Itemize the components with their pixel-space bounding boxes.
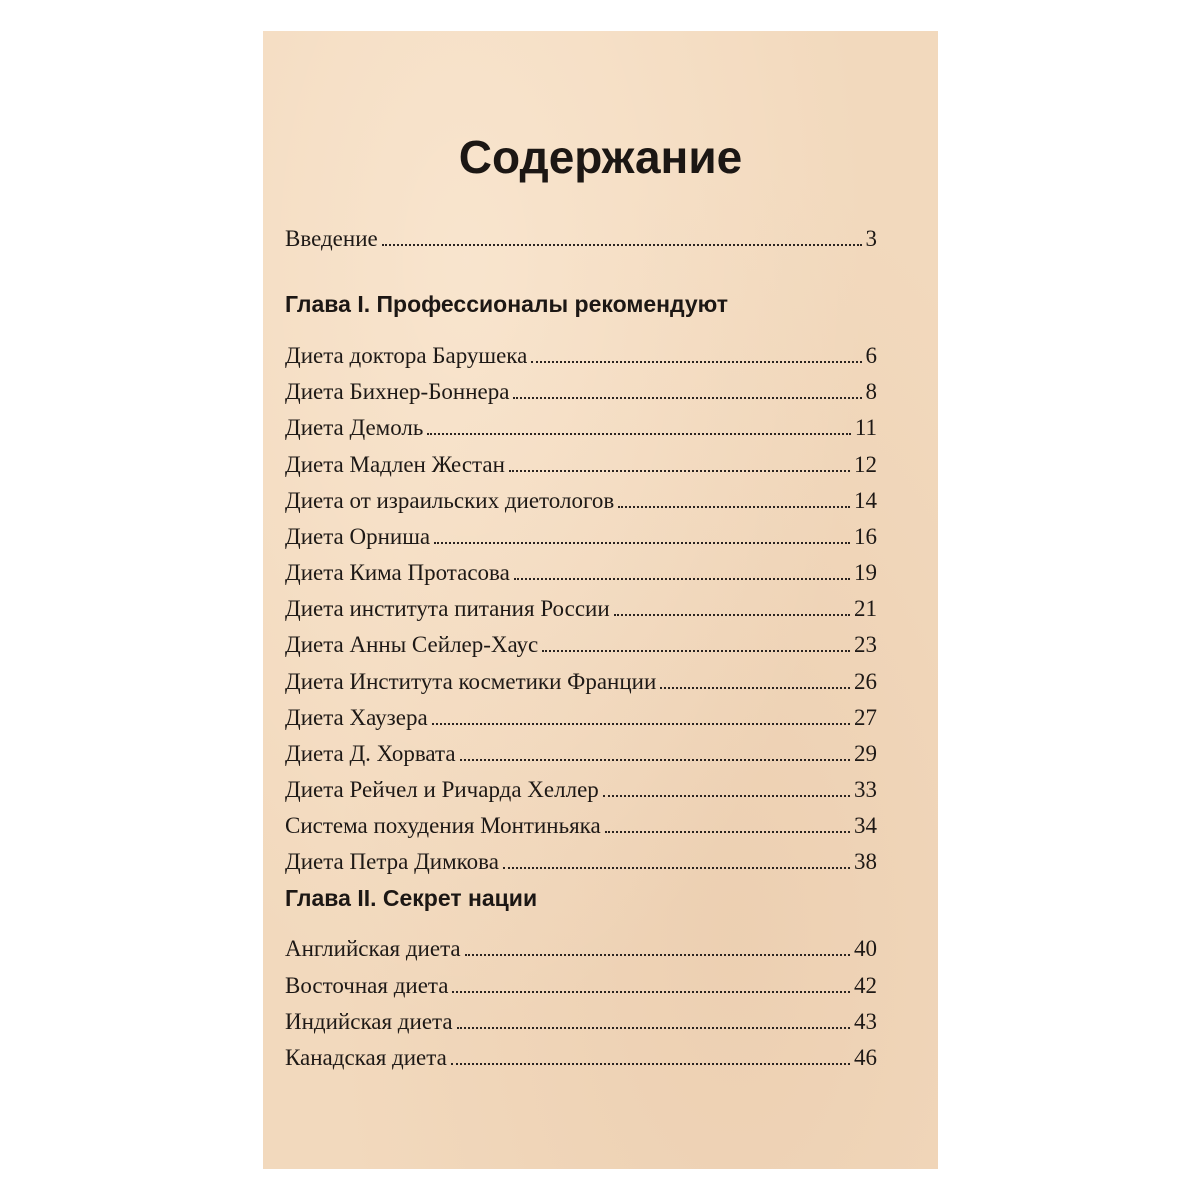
toc-entry-label: Диета Рейчел и Ричарда Хеллер bbox=[285, 777, 599, 802]
toc-entry-label: Диета доктора Барушека bbox=[285, 343, 528, 368]
leader-dots bbox=[603, 795, 850, 797]
toc-entry-page: 11 bbox=[854, 415, 877, 440]
toc-entry-page: 26 bbox=[854, 669, 877, 694]
toc-entry-page: 19 bbox=[854, 560, 877, 585]
toc-entry bbox=[285, 738, 877, 770]
toc-entry-page: 27 bbox=[854, 705, 877, 730]
toc-entry bbox=[285, 376, 877, 408]
chapter-heading: Глава I. Профессионалы рекомендуют bbox=[285, 291, 729, 317]
toc-entry-label: Диета Хаузера bbox=[285, 705, 428, 730]
leader-dots bbox=[427, 433, 850, 435]
toc-entry bbox=[285, 521, 877, 553]
leader-dots bbox=[542, 650, 850, 652]
leader-dots bbox=[382, 244, 862, 246]
toc-entry bbox=[285, 485, 877, 517]
toc-entry-label: Канадская диета bbox=[285, 1045, 447, 1070]
toc-entry bbox=[285, 593, 877, 625]
leader-dots bbox=[531, 361, 861, 363]
toc-entry bbox=[285, 702, 877, 734]
toc-entry-page: 12 bbox=[854, 452, 877, 477]
toc-entry bbox=[285, 774, 877, 806]
toc-entry-label: Система похудения Монтиньяка bbox=[285, 813, 601, 838]
toc-entry-page: 40 bbox=[854, 936, 877, 961]
toc-entry-page: 42 bbox=[854, 973, 877, 998]
toc-entry-page: 46 bbox=[854, 1045, 877, 1070]
toc-entry bbox=[285, 933, 877, 965]
toc-entry bbox=[285, 557, 877, 589]
toc-entry-label: Диета Демоль bbox=[285, 415, 424, 440]
toc-entry bbox=[285, 412, 877, 444]
toc-entry bbox=[285, 1042, 877, 1074]
toc-entry bbox=[285, 970, 877, 1002]
leader-dots bbox=[513, 397, 861, 399]
leader-dots bbox=[503, 867, 850, 869]
toc-entry-label: Диета Анны Сейлер-Хаус bbox=[285, 632, 539, 657]
leader-dots bbox=[509, 470, 850, 472]
toc-entry-label: Диета Петра Димкова bbox=[285, 849, 499, 874]
toc-entry-label: Диета от израильских диетологов bbox=[285, 488, 615, 513]
leader-dots bbox=[432, 723, 850, 725]
leader-dots bbox=[660, 687, 850, 689]
toc-entry-label: Диета Кима Протасова bbox=[285, 560, 510, 585]
page-title: Содержание bbox=[458, 131, 743, 183]
toc-entry-label: Диета института питания России bbox=[285, 596, 610, 621]
toc-entry bbox=[285, 223, 877, 255]
toc-entry-label: Диета Бихнер-Боннера bbox=[285, 379, 510, 404]
toc-entry bbox=[285, 340, 877, 372]
leader-dots bbox=[614, 614, 850, 616]
toc-entry-page: 21 bbox=[854, 596, 877, 621]
leader-dots bbox=[452, 991, 850, 993]
toc-entry bbox=[285, 1006, 877, 1038]
toc-entry-label: Диета Мадлен Жестан bbox=[285, 452, 505, 477]
toc-entry-page: 33 bbox=[854, 777, 877, 802]
toc-entry bbox=[285, 666, 877, 698]
toc-entry bbox=[285, 810, 877, 842]
toc-entry bbox=[285, 449, 877, 481]
toc-entry bbox=[285, 629, 877, 661]
toc-entry-page: 43 bbox=[854, 1009, 877, 1034]
toc-entry-page: 8 bbox=[865, 379, 877, 404]
leader-dots bbox=[457, 1027, 850, 1029]
toc-entry-label: Введение bbox=[285, 226, 378, 251]
leader-dots bbox=[451, 1063, 850, 1065]
leader-dots bbox=[434, 542, 850, 544]
toc-entry-page: 14 bbox=[854, 488, 877, 513]
toc-entry-label: Восточная диета bbox=[285, 973, 449, 998]
leader-dots bbox=[460, 759, 850, 761]
toc-entry bbox=[285, 846, 877, 878]
toc-entry-page: 34 bbox=[854, 813, 877, 838]
toc-entry-page: 16 bbox=[854, 524, 877, 549]
toc-entry-page: 23 bbox=[854, 632, 877, 657]
toc-entry-label: Диета Д. Хорвата bbox=[285, 741, 456, 766]
toc-entry-page: 3 bbox=[865, 226, 877, 251]
toc-entry-label: Диета Института косметики Франции bbox=[285, 669, 657, 694]
toc-entry-page: 6 bbox=[865, 343, 877, 368]
leader-dots bbox=[618, 506, 850, 508]
toc-entry-page: 38 bbox=[854, 849, 877, 874]
leader-dots bbox=[514, 578, 850, 580]
toc-entry-label: Индийская диета bbox=[285, 1009, 453, 1034]
toc-entry-page: 29 bbox=[854, 741, 877, 766]
leader-dots bbox=[465, 954, 850, 956]
leader-dots bbox=[605, 831, 850, 833]
toc-entry-label: Английская диета bbox=[285, 936, 461, 961]
book-page bbox=[263, 31, 938, 1169]
chapter-heading: Глава II. Секрет нации bbox=[285, 885, 538, 911]
toc-entry-label: Диета Орниша bbox=[285, 524, 431, 549]
